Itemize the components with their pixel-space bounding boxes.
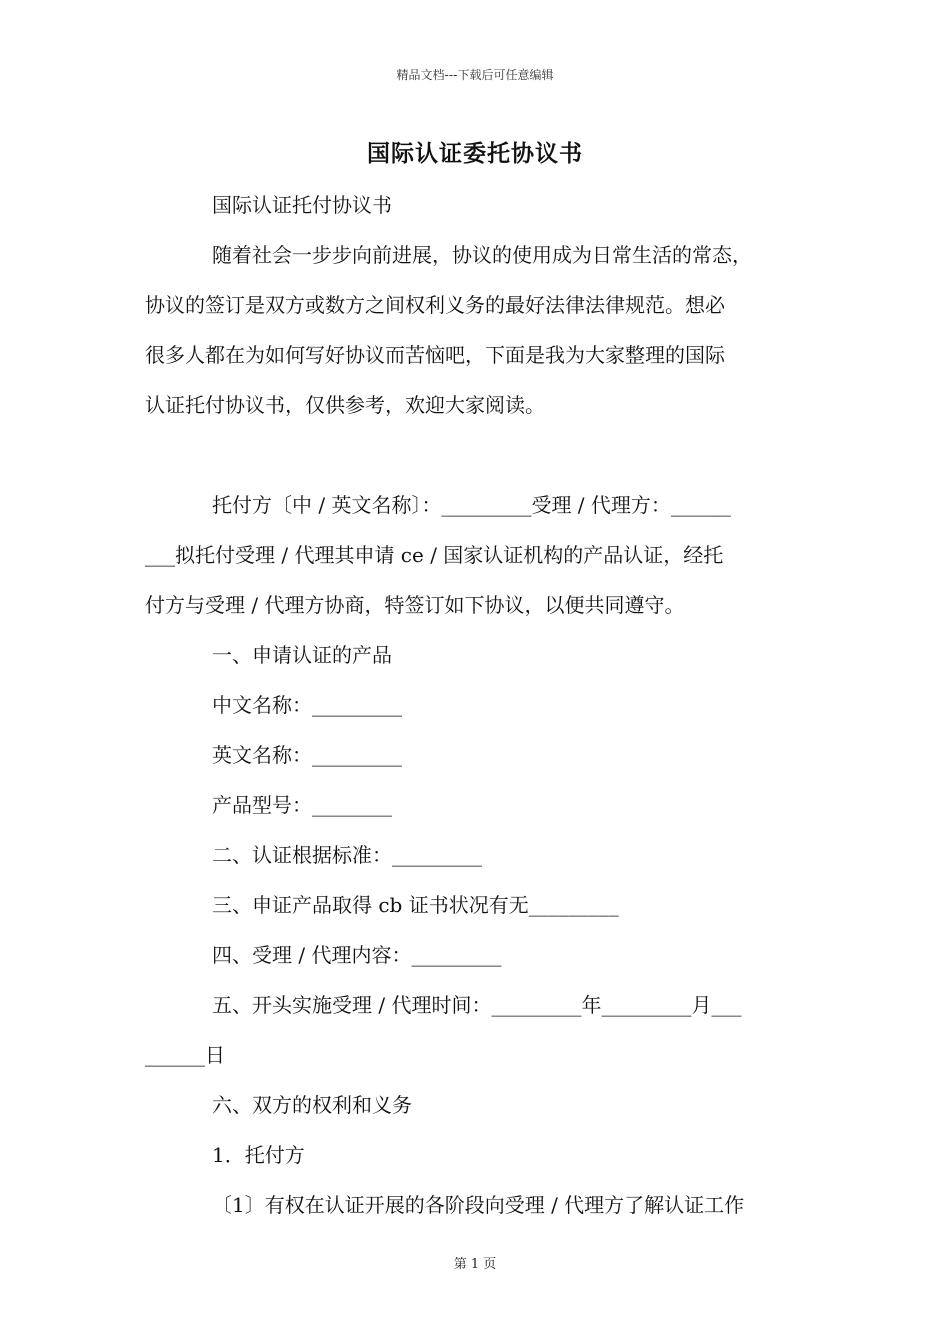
parties-line-1: 托付方〔中 / 英文名称〕：_________受理 / 代理方：______ xyxy=(212,493,731,517)
intro-line-4: 认证托付协议书，仅供参考，欢迎大家阅读。 xyxy=(145,393,545,417)
section-6-heading: 六、双方的权利和义务 xyxy=(212,1093,412,1117)
document-body xyxy=(145,180,810,1230)
section-5-time-line-1: 五、开头实施受理 / 代理时间：_________年_________月___ xyxy=(212,993,742,1017)
document-title: 国际认证委托协议书 xyxy=(367,140,583,167)
section-2-standard: 二、认证根据标准：_________ xyxy=(212,843,482,867)
parties-line-3: 付方与受理 / 代理方协商，特签订如下协议，以便共同遵守。 xyxy=(145,593,685,617)
product-model-field: 产品型号：________ xyxy=(212,793,392,817)
parties-line-2: ___拟托付受理 / 代理其申请 ce / 国家认证机构的产品认证，经托 xyxy=(145,543,724,567)
spacer xyxy=(145,430,810,480)
intro-line-1: 随着社会一步步向前进展，协议的使用成为日常生活的常态， xyxy=(212,243,752,267)
section-4-content: 四、受理 / 代理内容：_________ xyxy=(212,943,502,967)
clause-1-line: 〔1〕有权在认证开展的各阶段向受理 / 代理方了解认证工作 xyxy=(212,1193,745,1217)
section-3-cb-certificate: 三、申证产品取得 cb 证书状况有无_________ xyxy=(212,893,619,917)
page-header: 精品文档---下载后可任意编辑 xyxy=(396,68,554,82)
section-1-heading: 一、申请认证的产品 xyxy=(212,643,392,667)
chinese-name-field: 中文名称：_________ xyxy=(212,693,402,717)
section-5-time-line-2: ______日 xyxy=(145,1043,225,1067)
subsection-1-heading: 1．托付方 xyxy=(212,1143,305,1167)
intro-line-3: 很多人都在为如何写好协议而苦恼吧，下面是我为大家整理的国际 xyxy=(145,343,725,367)
page-number: 第 1 页 xyxy=(453,1257,497,1272)
english-name-field: 英文名称：_________ xyxy=(212,743,402,767)
subtitle: 国际认证托付协议书 xyxy=(212,193,392,217)
intro-line-2: 协议的签订是双方或数方之间权利义务的最好法律法律规范。想必 xyxy=(145,293,725,317)
